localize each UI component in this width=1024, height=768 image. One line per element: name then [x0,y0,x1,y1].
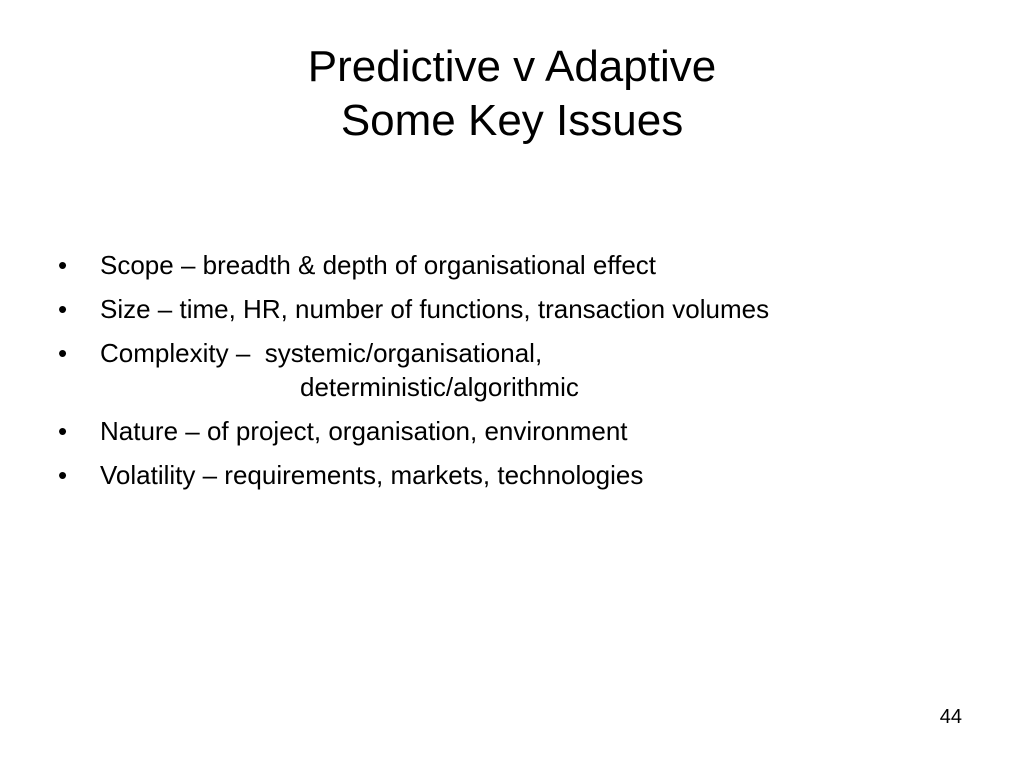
bullet-item-nature [58,414,769,448]
bullet-dot-icon: • [58,294,68,324]
bullet-item-scope [58,248,769,282]
bullet-dot-icon: • [58,416,68,446]
bullet-text: Complexity – systemic/organisational, [100,338,543,368]
bullet-dot-icon: • [58,338,68,368]
bullet-text: Nature – of project, organisation, environment [100,416,628,446]
bullet-text: Size – time, HR, number of functions, transaction volumes [100,294,770,324]
bullet-list [58,248,769,502]
bullet-item-size [58,292,769,326]
bullet-dot-icon: • [58,250,68,280]
bullet-text: Volatility – requirements, markets, technologies [100,460,644,490]
bullet-continuation-text: deterministic/algorithmic [300,372,579,402]
bullet-item-complexity [58,336,769,404]
title-line-2: Some Key Issues [340,96,684,145]
title-line-1: Predictive v Adaptive [307,42,717,91]
bullet-text: Scope – breadth & depth of organisational effect [100,250,657,280]
slide-title [0,40,1024,148]
bullet-item-volatility [58,458,769,492]
page-number: 44 [939,706,962,728]
bullet-dot-icon: • [58,460,68,490]
